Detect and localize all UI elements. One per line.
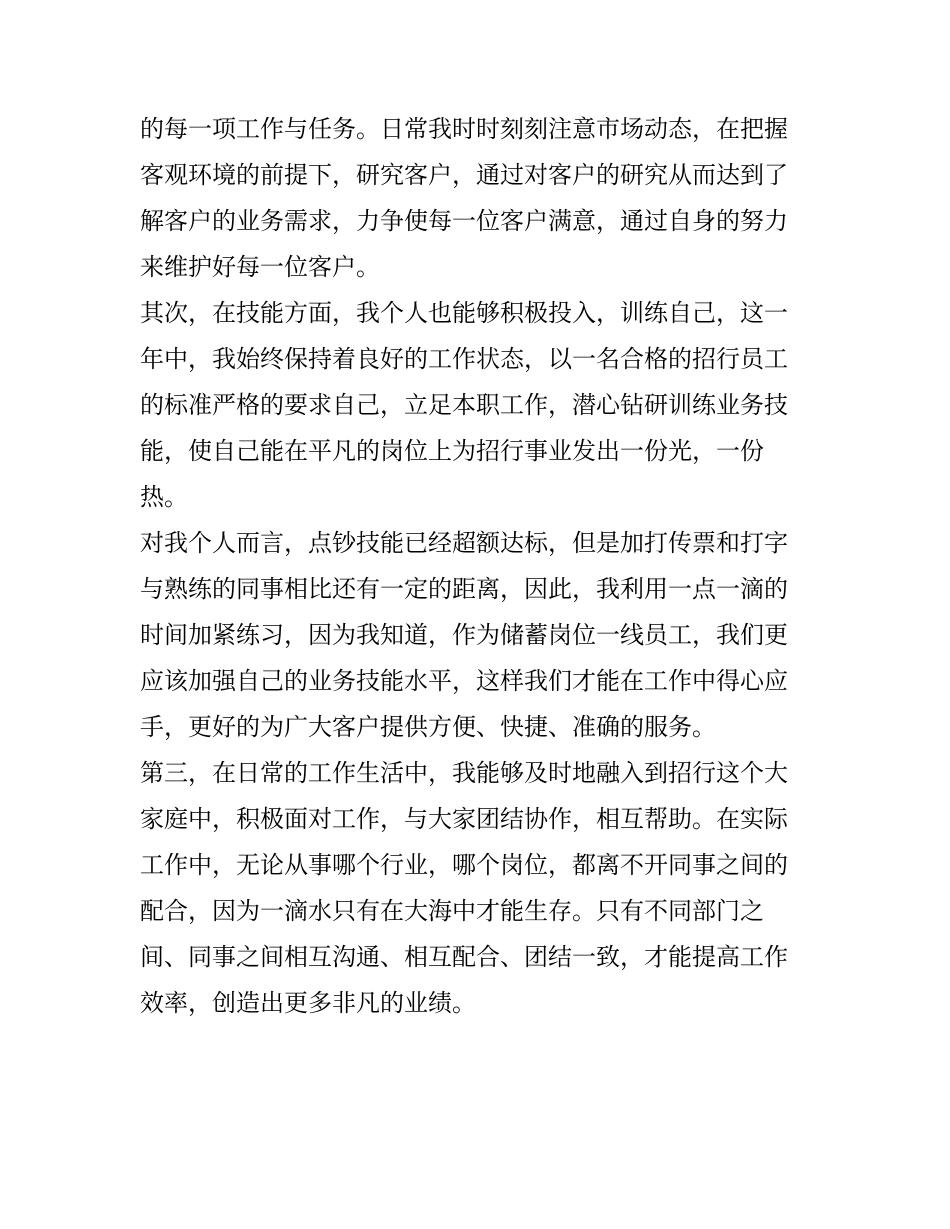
text-line: 对我个人而言，点钞技能已经超额达标，但是加打传票和打字 [140, 529, 788, 557]
text-line: 热。 [140, 483, 188, 511]
document-body-text [140, 106, 820, 1026]
text-line: 时间加紧练习，因为我知道，作为储蓄岗位一线员工，我们更 [140, 621, 788, 649]
text-line: 与熟练的同事相比还有一定的距离，因此，我利用一点一滴的 [140, 575, 788, 603]
text-line: 工作中，无论从事哪个行业，哪个岗位，都离不开同事之间的 [140, 851, 788, 879]
text-line: 的标准严格的要求自己，立足本职工作，潜心钻研训练业务技 [140, 391, 788, 419]
text-line: 手，更好的为广大客户提供方便、快捷、准确的服务。 [140, 713, 716, 741]
text-line: 解客户的业务需求，力争使每一位客户满意，通过自身的努力 [140, 207, 788, 235]
text-line: 第三，在日常的工作生活中，我能够及时地融入到招行这个大 [140, 759, 788, 787]
text-line: 其次，在技能方面，我个人也能够积极投入，训练自己，这一 [140, 299, 788, 327]
text-line: 应该加强自己的业务技能水平，这样我们才能在工作中得心应 [140, 667, 788, 695]
text-line: 家庭中，积极面对工作，与大家团结协作，相互帮助。在实际 [140, 805, 788, 833]
text-line: 效率，创造出更多非凡的业绩。 [140, 989, 476, 1017]
text-line: 能，使自己能在平凡的岗位上为招行事业发出一份光，一份 [140, 437, 764, 465]
text-line: 的每一项工作与任务。日常我时时刻刻注意市场动态，在把握 [140, 115, 788, 143]
text-line: 间、同事之间相互沟通、相互配合、团结一致，才能提高工作 [140, 943, 788, 971]
text-line: 年中，我始终保持着良好的工作状态，以一名合格的招行员工 [140, 345, 788, 373]
text-line: 来维护好每一位客户。 [140, 253, 380, 281]
text-line: 配合，因为一滴水只有在大海中才能生存。只有不同部门之 [140, 897, 764, 925]
text-line: 客观环境的前提下，研究客户，通过对客户的研究从而达到了 [140, 161, 788, 189]
